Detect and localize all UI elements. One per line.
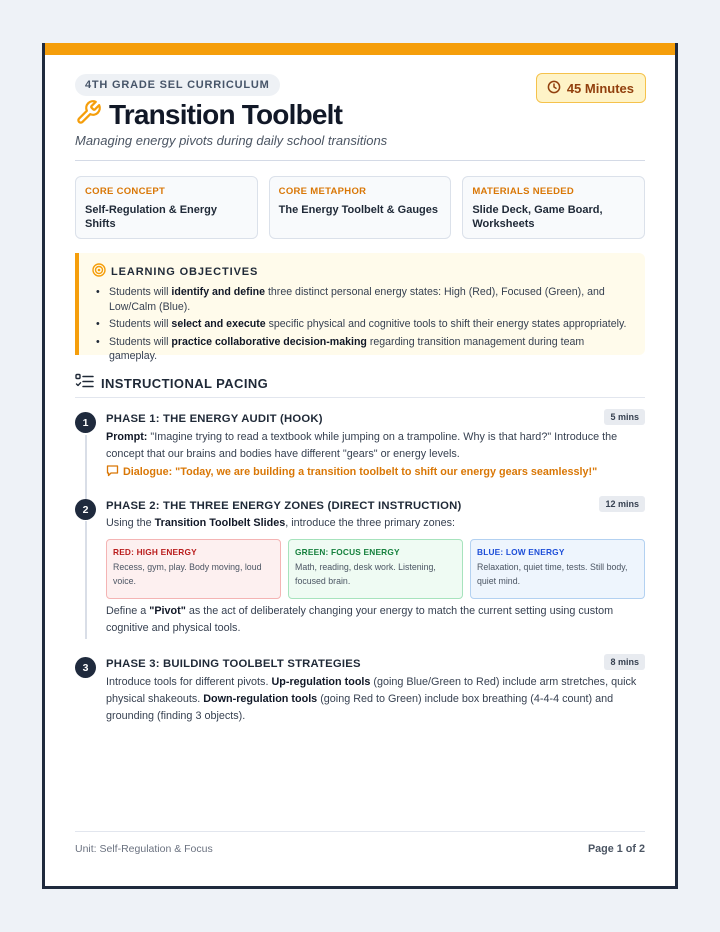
zone-blue: [470, 539, 645, 599]
zone-green: [288, 539, 463, 599]
card-value: Self-Regulation & Energy Shifts: [85, 204, 218, 230]
card-materials: [462, 176, 645, 239]
chat-icon: [106, 464, 119, 480]
phase-description: Introduce tools for different pivots. Up-regulation tools (going Blue/Green to Red) include arm stretches, quick physical shakeouts. Down-regulation tools (going Red to Green) include box breathing (4-4-4 count) and grounding (finding 3 objects).: [106, 676, 637, 722]
zone-description: Recess, gym, play. Body moving, loud voice.: [113, 562, 262, 586]
phase-intro: Using the Transition Toolbelt Slides, introduce the three primary zones:: [106, 517, 456, 529]
phase-number: 1: [75, 412, 96, 433]
learning-objectives: [75, 253, 645, 362]
page-subtitle: Managing energy pivots during daily school transitions: [75, 133, 388, 148]
phase-2: [75, 499, 645, 637]
zone-label: BLUE: LOW ENERGY: [477, 547, 565, 557]
objectives-list: [92, 285, 633, 364]
wrench-icon: [75, 99, 102, 131]
list-item: • Students will practice collaborative decision-making regarding transition management during team gameplay.: [92, 335, 633, 364]
card-value: The Energy Toolbelt & Gauges: [278, 204, 438, 216]
objectives-heading: [92, 263, 633, 280]
footer-divider: [75, 831, 645, 832]
title-divider: [75, 160, 645, 161]
clock-icon: [547, 80, 561, 97]
footer-unit: Unit: Self-Regulation & Focus: [75, 843, 213, 855]
pacing-divider: [75, 397, 645, 398]
zone-label: RED: HIGH ENERGY: [113, 547, 197, 557]
grade-label: 4TH GRADE SEL CURRICULUM: [75, 74, 280, 96]
phase-title: PHASE 3: BUILDING TOOLBELT STRATEGIES: [106, 658, 361, 670]
card-core-metaphor: [269, 176, 452, 239]
zone-description: Relaxation, quiet time, tests. Still body, quiet mind.: [477, 562, 628, 586]
accent-bar: [45, 43, 675, 55]
phase-outro: Define a "Pivot" as the act of deliberately changing your energy to match the current setting using custom cognitive and physical tools.: [106, 605, 614, 634]
duration-badge: [536, 73, 646, 103]
card-label: CORE METAPHOR: [278, 186, 367, 197]
card-label: MATERIALS NEEDED: [472, 186, 575, 197]
duration-text: 45 Minutes: [566, 80, 634, 96]
phase-description: Prompt: "Imagine trying to read a textbook while jumping on a trampoline. Why is that hard?" Introduce the concept that our brains and bodies have different "gears" or energy levels.: [106, 431, 618, 460]
duration-tag: 12 mins: [599, 496, 645, 512]
objectives-heading-text: LEARNING OBJECTIVES: [111, 265, 259, 278]
card-label: CORE CONCEPT: [85, 186, 166, 197]
info-cards: [75, 176, 645, 239]
title-row: [75, 99, 342, 131]
phase-number: 2: [75, 499, 96, 520]
duration-tag: 8 mins: [604, 654, 645, 670]
phase-number: 3: [75, 657, 96, 678]
dialogue-line: [106, 464, 645, 480]
checklist-icon: [75, 373, 94, 393]
list-item: • Students will identify and define three distinct personal energy states: High (Red), Focused (Green), and Low/Calm (Blue).: [92, 285, 633, 314]
phase-title: PHASE 1: THE ENERGY AUDIT (HOOK): [106, 413, 323, 425]
phase-3: [75, 657, 645, 725]
duration-tag: 5 mins: [604, 409, 645, 425]
zone-description: Math, reading, desk work. Listening, focused brain.: [295, 562, 436, 586]
zone-label: GREEN: FOCUS ENERGY: [295, 547, 400, 557]
energy-zones: [106, 539, 645, 599]
lesson-sheet: [42, 43, 678, 889]
pacing-heading: [75, 373, 268, 393]
zone-red: [106, 539, 281, 599]
page-title: Transition Toolbelt: [109, 99, 343, 130]
phase-1: [75, 412, 645, 480]
pacing-heading-text: INSTRUCTIONAL PACING: [101, 375, 269, 391]
card-core-concept: [75, 176, 258, 239]
list-item: • Students will select and execute specific physical and cognitive tools to shift their energy states appropriately.: [92, 317, 633, 332]
target-icon: [92, 263, 106, 280]
card-value: Slide Deck, Game Board, Worksheets: [472, 204, 603, 230]
page-number: Page 1 of 2: [587, 843, 645, 855]
phase-title: PHASE 2: THE THREE ENERGY ZONES (DIRECT INSTRUCTION): [106, 500, 462, 512]
dialogue-text: Dialogue: "Today, we are building a transition toolbelt to shift our energy gears seamlessly!": [123, 466, 598, 478]
